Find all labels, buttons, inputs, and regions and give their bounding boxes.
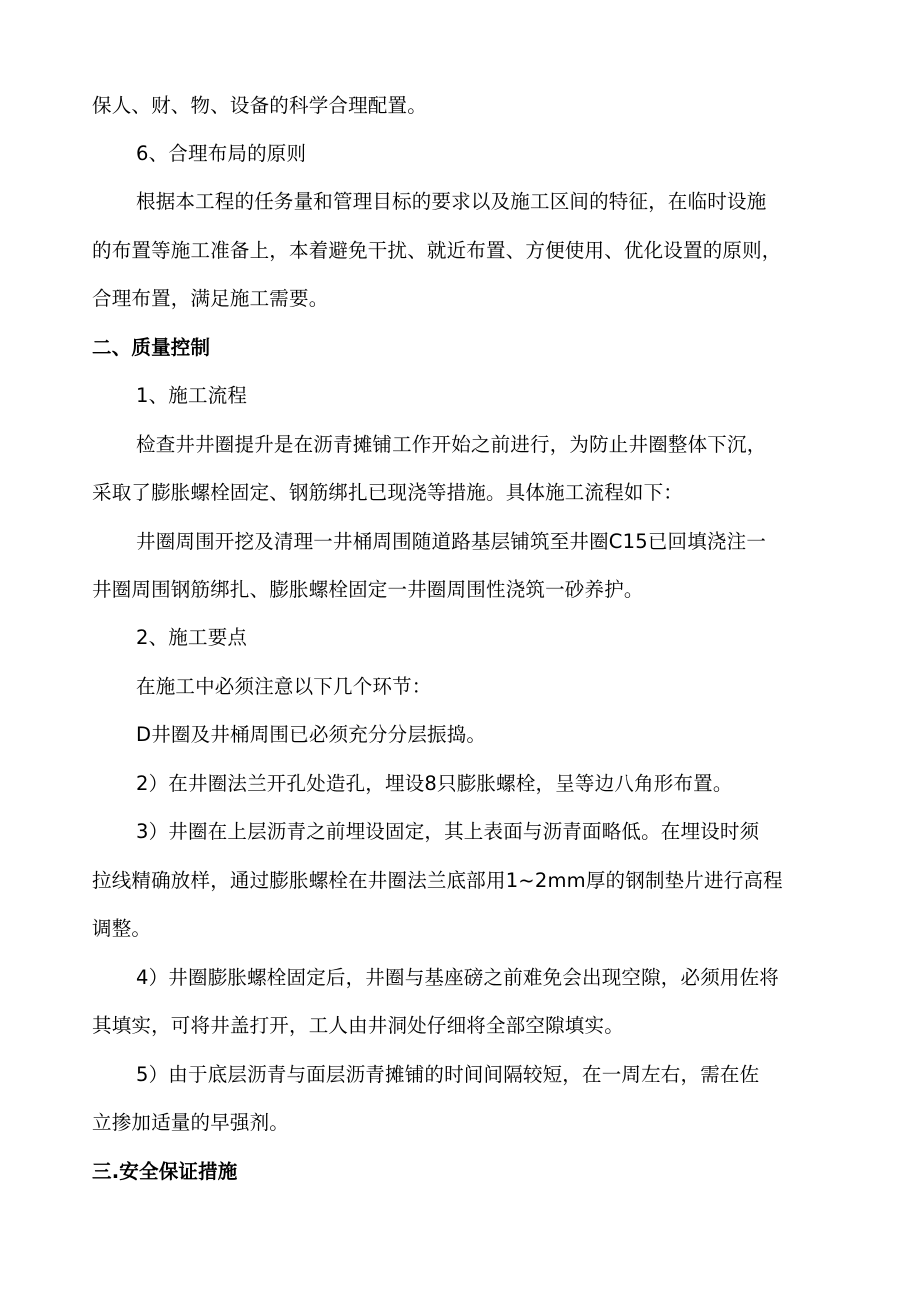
list-item: 5）由于底层沥青与面层沥青摊铺的时间间隔较短，在一周左右，需在佐	[136, 1063, 760, 1086]
text-line: 的布置等施工准备上，本着避免干扰、就近布置、方便使用、优化设置的原则，	[92, 239, 782, 262]
subheading-line: 2、施工要点	[136, 626, 248, 649]
text-line: 保人、财、物、设备的科学合理配置。	[92, 94, 427, 117]
subheading-line: 6、合理布局的原则	[136, 142, 307, 165]
text-line: 合理布置，满足施工需要。	[92, 287, 329, 310]
text-line: 立掺加适量的早强剂。	[92, 1111, 290, 1134]
text-line: 井圈周围钢筋绑扎、膨胀螺栓固定一井圈周围性浇筑一砂养护。	[92, 578, 644, 601]
section-heading: 二、质量控制	[92, 336, 211, 359]
list-item: D井圈及井桶周围已必须充分分层振捣。	[136, 723, 487, 746]
text-line: 检查井井圈提升是在沥青摊铺工作开始之前进行，为防止井圈整体下沉，	[136, 433, 767, 456]
text-line: 根据本工程的任务量和管理目标的要求以及施工区间的特征，在临时设施	[136, 190, 767, 213]
text-line: 采取了膨胀螺栓固定、钢筋绑扎已现浇等措施。具体施工流程如下：	[92, 481, 684, 504]
list-item: 3）井圈在上层沥青之前埋设固定，其上表面与沥青面略低。在埋设时须	[136, 820, 760, 843]
section-heading: 三.安全保证措施	[92, 1160, 238, 1183]
subheading-line: 1、施工流程	[136, 384, 248, 407]
text-line: 井圈周围开挖及清理一井桶周围随道路基层铺筑至井圈C15已回填浇注一	[136, 530, 767, 553]
list-item: 4）井圈膨胀螺栓固定后，井圈与基座磅之前难免会出现空隙，必须用佐将	[136, 966, 780, 989]
text-line: 其填实，可将井盖打开，工人由井洞处仔细将全部空隙填实。	[92, 1014, 624, 1037]
text-line: 在施工中必须注意以下几个环节：	[136, 675, 432, 698]
text-line: 拉线精确放样，通过膨胀螺栓在井圈法兰底部用1~2mm厚的钢制垫片进行高程	[92, 869, 783, 892]
text-line: 调整。	[92, 917, 152, 940]
list-item: 2）在井圈法兰开孔处造孔，埋设8只膨胀螺栓，呈等边八角形布置。	[136, 772, 733, 795]
